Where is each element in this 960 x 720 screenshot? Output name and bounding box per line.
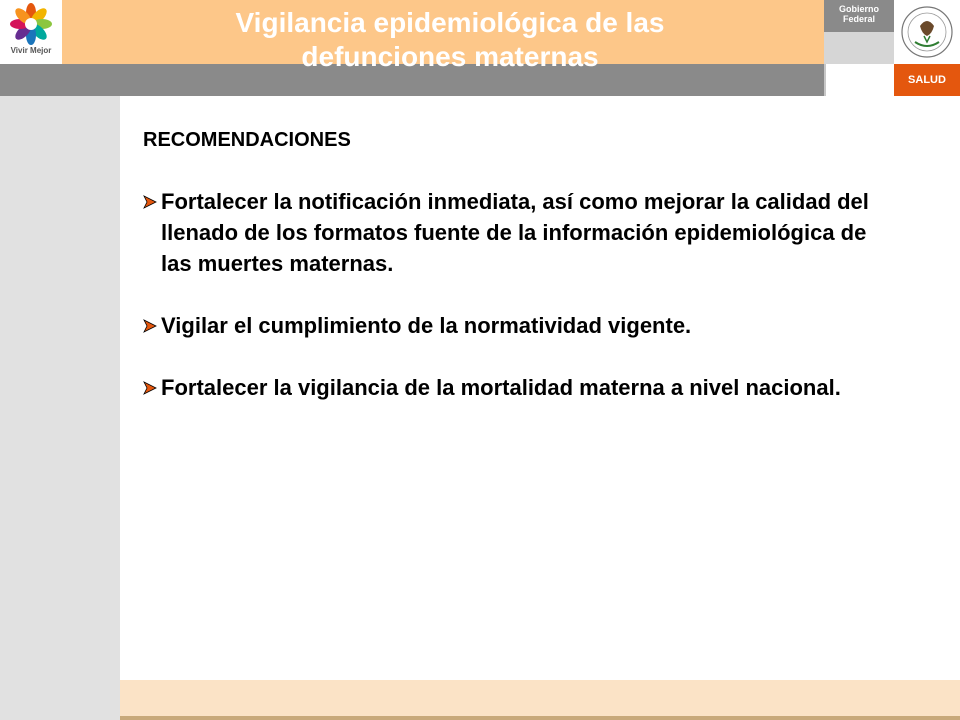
arrow-right-icon [143,195,157,209]
list-item [143,310,903,341]
logo-label: Vivir Mejor [10,46,52,55]
page-title [150,6,750,74]
list-item [143,186,903,279]
salud-label: SALUD [908,74,946,86]
list-item-text: Fortalecer la vigilancia de la mortalidad materna a nivel nacional. [161,375,841,400]
gov-federal-label [824,4,894,24]
gov-line-1: Gobierno [839,4,879,14]
list-item-text: Vigilar el cumplimiento de la normatividad vigente. [161,313,692,338]
recommendations-heading: RECOMENDACIONES [143,129,351,151]
title-line-2: defunciones maternas [301,41,599,72]
gov-line-2: Federal [842,14,875,24]
mexico-coat-of-arms-icon [900,4,954,60]
title-line-1: Vigilancia epidemiológica de las [235,7,665,38]
vivir-mejor-logo [0,0,62,64]
salud-badge [894,64,960,96]
footer-band [120,680,960,720]
gov-light-block [824,32,894,64]
footer-line [120,716,960,720]
left-sidebar-strip [0,96,120,720]
recommendations-list [143,186,903,403]
slide-content [143,126,903,434]
vivir-mejor-flower-icon [6,2,56,46]
list-item [143,372,903,403]
arrow-right-icon [143,381,157,395]
arrow-right-icon [143,319,157,333]
seal-container [894,0,960,64]
list-item-text: Fortalecer la notificación inmediata, así como mejorar la calidad del llenado de los formatos fuente de la información epidemiológica de las muertes maternas. [161,189,869,276]
gov-white-block [824,64,894,96]
